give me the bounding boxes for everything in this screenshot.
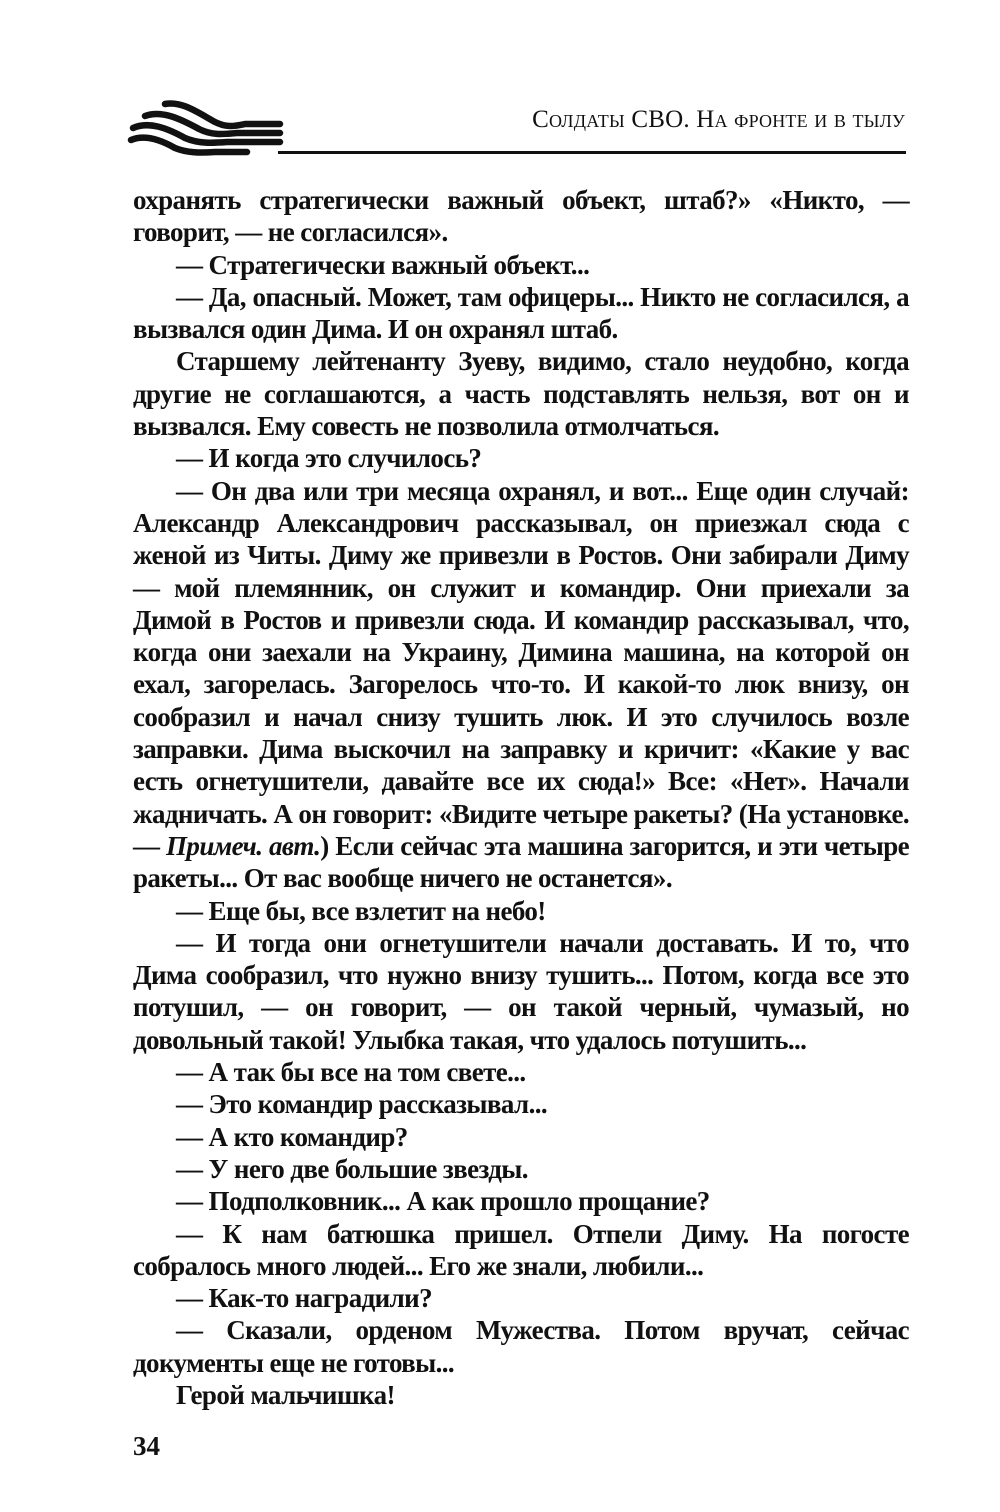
paragraph: — У него две большие звезды. [176,1153,528,1184]
paragraph: — Как-то наградили? [176,1283,433,1314]
paragraph-text: ) Если сейчас эта машина загорится, и эти четыре ракеты... От вас вообще ничего не останется». [133,830,909,894]
paragraph: — Еще бы, все взлетит на небо! [176,895,546,926]
paragraph: охранять стратегически важный объект, штаб?» «Никто, — говорит, — не согласился». [133,185,909,248]
paragraph: — Сказали, орденом Мужества. Потом вручат, сейчас документы еще не готовы... [133,1315,909,1378]
running-title: Солдаты СВО. На фронте и в тылу [532,106,905,133]
paragraph: Герой мальчишка! [176,1379,395,1410]
paragraph: — Да, опасный. Может, там офицеры... Никто не согласился, а вызвался один Дима. И он охранял штаб. [133,281,909,345]
paragraph: — И тогда они огнетушители начали доставать. И то, что Дима сообразил, что нужно внизу тушить... Потом, когда все это потушил, — он говорит, — он такой черный, чумазый, но довольный такой! Улыбка такая, что удалось потушить... [133,927,909,1055]
paragraph: — А кто командир? [176,1121,408,1152]
page-number: 34 [133,1431,160,1461]
paragraph: — Это командир рассказывал... [176,1089,548,1120]
paragraph: — А так бы все на том свете... [176,1057,526,1088]
paragraph: — Стратегически важный объект... [176,249,590,280]
author-note: Примеч. авт. [166,830,321,861]
paragraph: — К нам батюшка пришел. Отпели Диму. На погосте собралось много людей... Его же знали, любили... [133,1218,909,1281]
paragraph: — Подполковник... А как прошло прощание? [176,1186,710,1217]
body-text [133,184,909,1411]
waving-stripes-logo [127,96,287,158]
paragraph [133,475,909,895]
paragraph: Старшему лейтенанту Зуеву, видимо, стало неудобно, когда другие не соглашаются, а часть подставлять нельзя, вот он и вызвался. Ему совесть не позволила отмолчаться. [133,346,909,442]
paragraph-text: — Он два или три месяца охранял, и вот... Еще один случай: Александр Александрович рассказывал, он приезжал сюда с женой из Читы. Диму же привезли в Ростов. Они забирали Диму — мой племянник, он служит и командир. Они приехали за Димой в Ростов и привезли сюда. И командир рассказывал, что, когда они заехали на Украину, Димина машина, на которой он ехал, загорелась. Загорелось что-то. И какой-то люк внизу, он сообразил и начал снизу тушить люк. И это случилось возле заправки. Дима выскочил на заправку и кричит: «Какие у вас есть огнетушители, давайте все их сюда!» Все: «Нет». Начали жадничать. А он говорит: «Видите четыре ракеты? (На установке. — [133,475,909,861]
paragraph: — И когда это случилось? [176,443,482,474]
header-rule [278,151,906,154]
